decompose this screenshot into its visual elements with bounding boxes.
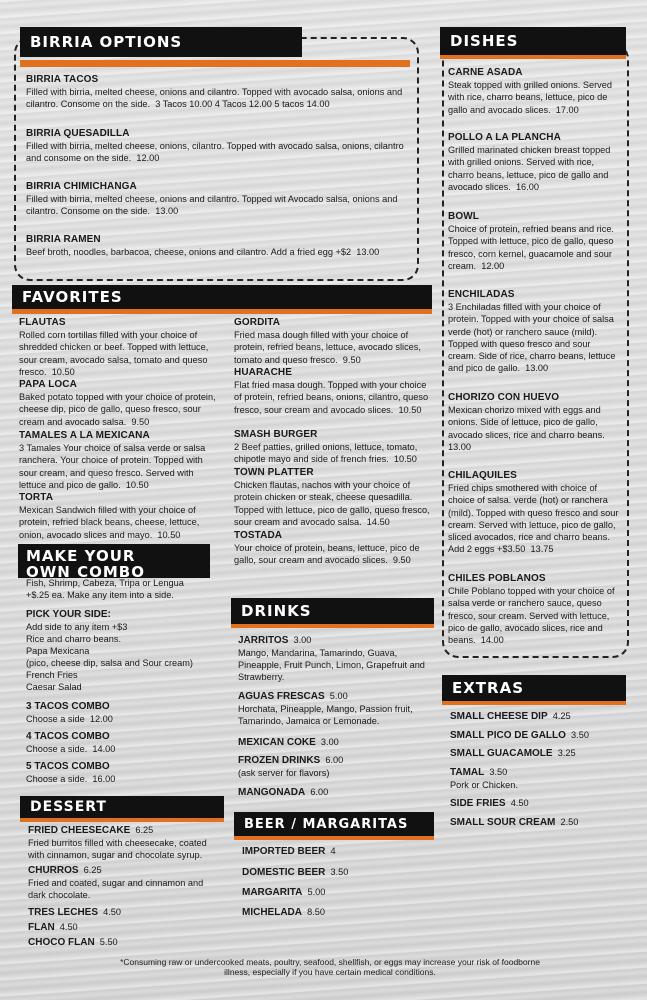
beer-section-title: BEER / MARGARITAS — [234, 812, 434, 836]
item-price: 6.25 — [135, 825, 154, 835]
combo-price: 14.00 — [92, 744, 116, 754]
pick-your-side — [26, 608, 226, 693]
item-name: MICHELADA — [242, 907, 302, 918]
item-name: SMALL CHEESE DIP — [450, 711, 548, 722]
item-desc: Fried chips smothered with choice of choice of salsa. verde (hot) or ranchera (mild). Topped with queso fresco and sour cream. Served with lettuce, pico de gallo, sliced avocados, rice and charro beans. Add 2 eggs +$3.50 — [448, 483, 619, 555]
menu-item — [234, 316, 430, 366]
item-name: GORDITA — [234, 317, 281, 328]
item-price: 13.75 — [530, 544, 554, 555]
menu-item — [448, 391, 620, 453]
disclaimer-line1: *Consuming raw or undercooked meats, poultry, seafood, shellfish, or eggs may increase your risk of foodborne — [120, 957, 540, 967]
item-name: TOWN PLATTER — [234, 467, 314, 478]
item-name: SIDE FRIES — [450, 798, 506, 809]
item-name: AGUAS FRESCAS — [238, 691, 325, 702]
item-price: 5.00 — [307, 887, 326, 897]
item-price: 5.00 — [329, 691, 348, 701]
drink-item — [238, 754, 428, 779]
item-price: 4.50 — [510, 798, 529, 808]
item-desc: Filled with birria, melted cheese, onions and cilantro. Topped wit Avocado salsa, onions and cilantro. Consome on the side. — [26, 194, 398, 217]
extra-item — [450, 710, 625, 723]
item-name: POLLO A LA PLANCHA — [448, 132, 561, 143]
item-desc: Pork or Chicken. — [450, 780, 518, 790]
item-name: IMPORTED BEER — [242, 846, 326, 857]
item-desc: Mexican Sandwich filled with your choice of protein, refried black beans, cheese, lettuce, onion, avocado slices and mayo. — [19, 505, 200, 540]
item-name: JARRITOS — [238, 635, 289, 646]
item-name: BIRRIA TACOS — [26, 74, 99, 85]
beer-item — [242, 886, 427, 899]
dessert-section-title: DESSERT — [20, 796, 224, 818]
item-name: TAMAL — [450, 767, 485, 778]
beer-item — [242, 866, 427, 879]
item-price: 12.00 — [136, 153, 160, 164]
menu-item — [234, 529, 430, 567]
item-price: 3.00 — [293, 635, 312, 645]
item-name: FRIED CHEESECAKE — [28, 825, 131, 836]
item-desc: Mango, Mandarina, Tamarindo, Guava, Pineapple, Fruit Punch, Limon, Grapefruit and Strawberry. — [238, 648, 425, 682]
item-name: CHURROS — [28, 865, 79, 876]
extra-item — [450, 729, 625, 742]
item-desc: Choice of protein, refried beans and rice. Topped with lettuce, pico de gallo, queso fresco, corn kernel, guacamole and sour cream. — [448, 224, 614, 271]
pick-side-line: Caesar Salad — [26, 682, 82, 692]
item-desc: Rolled corn tortillas filled with your choice of shredded chicken or beef. Topped with lettuce, sour cream, avocado salsa, tomato and queso fresco. — [19, 330, 209, 377]
item-name: CHILES POBLANOS — [448, 573, 546, 584]
item-name: SMALL GUACAMOLE — [450, 748, 553, 759]
extra-item — [450, 816, 625, 829]
pick-side-line: Rice and charro beans. — [26, 634, 121, 644]
combo-intro-line2: +$.25 ea. Make any item into a side. — [26, 589, 174, 600]
item-name: MANGONADA — [238, 787, 306, 798]
menu-item — [26, 180, 406, 218]
item-price: 3.50 — [571, 730, 589, 740]
item-name: ENCHILADAS — [448, 289, 515, 300]
item-name: CHOCO FLAN — [28, 937, 95, 948]
pick-side-line: Papa Mexicana — [26, 646, 90, 656]
item-name: HUARACHE — [234, 367, 293, 378]
pick-side-line: Add side to any item +$3 — [26, 622, 128, 632]
combo-title-line1: MAKE YOUR — [26, 547, 136, 565]
item-name: CHORIZO CON HUEVO — [448, 392, 560, 403]
item-price: 3.00 — [320, 737, 339, 747]
drink-item — [238, 634, 428, 683]
drink-item — [238, 690, 428, 727]
combo-price: 16.00 — [92, 774, 116, 784]
item-desc: Beef broth, noodles, barbacoa, cheese, onions and cilantro. Add a fried egg +$2 — [26, 247, 352, 258]
item-price: 6.25 — [83, 865, 102, 875]
item-name: SMALL PICO DE GALLO — [450, 730, 566, 741]
item-price: 9.50 — [131, 416, 150, 427]
favorites-section-title: FAVORITES — [12, 285, 432, 309]
item-desc: Mexican chorizo mixed with eggs and onions. Side of lettuce, pico de gallo, avocado slices, rice and charro beans. — [448, 405, 605, 440]
extra-item — [450, 766, 625, 791]
dishes-section-title: DISHES — [440, 27, 626, 55]
dessert-item — [28, 864, 218, 901]
combo-item — [26, 730, 226, 755]
item-name: DOMESTIC BEER — [242, 867, 326, 878]
item-name: BIRRIA RAMEN — [26, 234, 101, 245]
item-name: BIRRIA CHIMICHANGA — [26, 181, 137, 192]
item-price: 4.25 — [552, 711, 571, 721]
menu-item — [19, 378, 217, 428]
item-price: 5.50 — [99, 937, 118, 947]
item-price: 3.50 — [330, 867, 349, 877]
dishes-title-underline — [440, 55, 626, 59]
menu-item — [19, 429, 217, 491]
menu-item — [234, 466, 430, 528]
extra-item — [450, 797, 625, 810]
item-name: SMALL SOUR CREAM — [450, 817, 556, 828]
allergy-disclaimer — [60, 957, 600, 977]
dessert-item — [28, 921, 218, 934]
item-name: TAMALES A LA MEXICANA — [19, 430, 150, 441]
extras-title-underline — [442, 701, 626, 705]
item-name: FROZEN DRINKS — [238, 755, 321, 766]
item-name: FLAUTAS — [19, 317, 66, 328]
item-desc: 3 Tamales Your choice of salsa verde or salsa ranchera. Your choice of protein. Topped with sour cream, and queso fresco. Served with lettuce and pico de gallo. — [19, 443, 206, 490]
item-desc: Baked potato topped with your choice of protein, cheese dip, pico de gallo, queso fresco, sour cream and avocado salsa. — [19, 392, 216, 427]
item-price: 4.50 — [103, 907, 122, 917]
item-name: MEXICAN COKE — [238, 737, 316, 748]
extra-item — [450, 747, 625, 760]
item-name: BIRRIA QUESADILLA — [26, 128, 130, 139]
menu-item — [26, 73, 406, 111]
item-name: PAPA LOCA — [19, 379, 77, 390]
item-price: 2.50 — [560, 817, 579, 827]
item-desc: Horchata, Pineapple, Mango, Passion fruit, Tamarindo, Jamaica or Lemonade. — [238, 704, 413, 726]
item-price: 4 — [330, 846, 336, 856]
beer-title-underline — [234, 836, 434, 840]
item-price: 17.00 — [555, 104, 579, 115]
menu-item — [26, 127, 406, 165]
menu-item — [19, 316, 217, 378]
item-price: 10.50 — [51, 366, 75, 377]
item-price: 16.00 — [515, 181, 539, 192]
item-price: 8.50 — [307, 907, 325, 917]
item-price: 10.50 — [398, 404, 422, 415]
item-desc: Grilled marinated chicken breast topped with grilled onions. Served with rice, charro beans, lettuce, pico de gallo and avocado slices. — [448, 145, 611, 192]
combo-name: 4 TACOS COMBO — [26, 731, 110, 742]
item-desc: Flat fried masa dough. Topped with your choice of protein, refried beans, onions, cilantro, queso fresco, sour cream and avocado slices. — [234, 380, 429, 415]
item-desc: Chicken flautas, nachos with your choice of protein chicken or steak, cheese quesadilla. Topped with lettuce, pico de gallo, queso fresco, sour cream and avocado salsa. — [234, 480, 430, 527]
item-desc: Steak topped with grilled onions. Served with rice, charro beans, lettuce, pico de gallo and avocado slices. — [448, 80, 612, 115]
combo-desc: Choose a side — [26, 714, 85, 724]
item-price: 3.50 — [489, 767, 508, 777]
pick-side-title: PICK YOUR SIDE: — [26, 609, 111, 620]
item-name: CHILAQUILES — [448, 470, 517, 481]
menu-item — [19, 491, 217, 541]
item-name: CARNE ASADA — [448, 67, 523, 78]
item-price: 6.00 — [310, 787, 329, 797]
dessert-title-underline — [20, 818, 224, 822]
item-price: 13.00 — [155, 206, 179, 217]
menu-item — [234, 366, 430, 416]
item-desc: Fried burritos filled with cheesecake, coated with cinnamon, sugar and chocolate syrup. — [28, 838, 207, 860]
item-name: TORTA — [19, 492, 54, 503]
combo-name: 3 TACOS COMBO — [26, 701, 110, 712]
item-price: 6.00 — [325, 755, 344, 765]
item-price: 13.00 — [525, 363, 549, 374]
combo-intro — [26, 578, 226, 601]
combo-desc: Choose a side. — [26, 744, 88, 754]
pick-side-line: (pico, cheese dip, salsa and Sour cream) — [26, 658, 193, 668]
dessert-item — [28, 824, 218, 861]
item-desc: 3 Enchiladas filled with your choice of protein. Topped with your choice of salsa verde (hot) or ranchero sauce (mild). Topped with queso fresco and sour cream. Side of rice, charro beans, lettuce and pico de gallo. — [448, 302, 616, 374]
item-price: 9.50 — [342, 354, 361, 365]
item-name: SMASH BURGER — [234, 429, 318, 440]
extras-section-title: EXTRAS — [442, 675, 626, 701]
item-price: 10.50 — [125, 479, 149, 490]
menu-item — [26, 233, 406, 258]
item-desc: 2 Beef patties, grilled onions, lettuce, tomato, chipotle mayo and side of french fries. — [234, 442, 418, 465]
menu-item — [448, 469, 620, 555]
combo-title-line2: OWN COMBO — [26, 563, 145, 581]
item-price: 14.00 — [480, 635, 504, 646]
combo-name: 5 TACOS COMBO — [26, 761, 110, 772]
drink-item — [238, 736, 428, 749]
item-desc: Fried masa dough filled with your choice of protein, refried beans, lettuce, avocado slices, tomato and queso fresco. — [234, 330, 421, 365]
item-price: 13.00 — [356, 247, 380, 258]
birria-title-underline — [20, 60, 410, 67]
item-price: 9.50 — [392, 555, 411, 566]
disclaimer-line2: illness, especially if you have certain medical conditions. — [224, 967, 436, 977]
pick-side-line: French Fries — [26, 670, 78, 680]
menu-item — [234, 428, 430, 466]
menu-item — [448, 210, 620, 272]
item-desc: (ask server for flavors) — [238, 768, 330, 778]
item-name: BOWL — [448, 211, 479, 222]
dessert-item — [28, 906, 218, 919]
item-price: 13.00 — [448, 441, 471, 452]
drinks-section-title: DRINKS — [231, 598, 434, 624]
item-price: 4.50 — [59, 922, 78, 932]
item-desc: Filled with birria, melted cheese, onions, cilantro. Topped with avocado salsa, onions, cilantro and consome on the side. — [26, 141, 404, 164]
item-price: 3 Tacos 10.00 4 Tacos 12.00 5 tacos 14.00 — [155, 99, 330, 110]
favorites-title-underline — [12, 309, 432, 314]
menu-item — [448, 572, 620, 646]
combo-intro-line1: Fish, Shrimp, Cabeza, Tripa or Lengua — [26, 578, 184, 588]
menu-item — [448, 66, 620, 116]
item-name: FLAN — [28, 922, 55, 933]
item-price: 10.50 — [393, 454, 417, 465]
combo-desc: Choose a side. — [26, 774, 88, 784]
combo-item — [26, 700, 226, 725]
item-desc: Chile Poblano topped with your choice of salsa verde or ranchero sauce, queso fresco, sour cream. Served with lettuce, pico de gallo, avocado slices, rice and beans. — [448, 586, 615, 646]
menu-item — [448, 131, 620, 193]
item-name: MARGARITA — [242, 887, 303, 898]
item-desc: Filled with birria, melted cheese, onions and cilantro. Topped with avocado salsa, onions and cilantro. Consome on the side. — [26, 87, 403, 110]
combo-price: 12.00 — [89, 714, 113, 724]
item-desc: Fried and coated, sugar and cinnamon and dark chocolate. — [28, 878, 204, 900]
item-price: 3.25 — [557, 748, 576, 758]
item-desc: Your choice of protein, beans, lettuce, pico de gallo, sour cream and avocado slices. — [234, 543, 420, 566]
item-name: TOSTADA — [234, 530, 283, 541]
dessert-item — [28, 936, 218, 949]
beer-item — [242, 845, 427, 858]
menu-item — [448, 288, 620, 374]
drink-item — [238, 786, 428, 799]
item-price: 12.00 — [481, 260, 505, 271]
birria-section-title: BIRRIA OPTIONS — [20, 27, 302, 57]
combo-section-title — [18, 544, 210, 581]
item-price: 14.50 — [366, 516, 390, 527]
drinks-title-underline — [231, 624, 434, 628]
beer-item — [242, 906, 427, 919]
item-name: TRES LECHES — [28, 907, 99, 918]
item-price: 10.50 — [157, 529, 181, 540]
combo-item — [26, 760, 226, 785]
